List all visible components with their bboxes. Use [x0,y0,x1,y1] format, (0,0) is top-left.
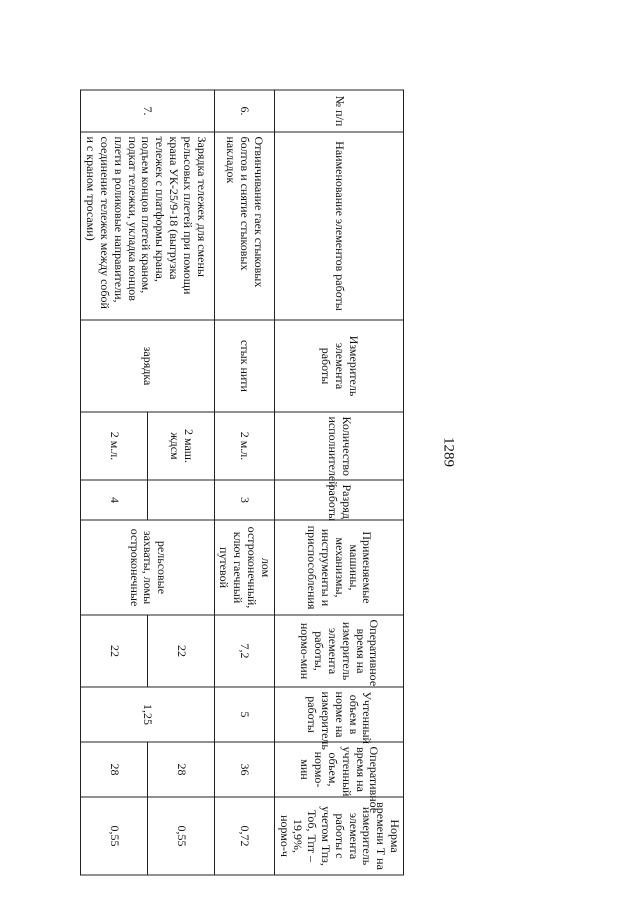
row7b-grade: 4 [81,480,148,520]
row7-volume: 1,25 [81,687,214,742]
header-meter: Измеритель элемента работы [274,320,403,412]
row7b-op-time-volume: 28 [81,742,148,797]
row6-workers: 2 м.л. [214,412,274,480]
header-volume: Учтенный объем в норме на измеритель работы [274,687,403,742]
table-row [214,90,274,875]
header-op-time-volume: Оперативное время на учтенный объем, нормо-мин [274,742,403,797]
row6-grade: 3 [214,480,274,520]
row6-meter: стык нити [214,320,274,412]
table-row [148,90,215,875]
row7a-grade [148,480,215,520]
row7a-op-time-volume: 28 [148,742,215,797]
header-op-time: Оперативное время на измеритель элемента работы, нормо-мин [274,615,403,687]
norm-table [80,90,404,876]
header-num: № п/п [274,90,403,132]
row7-num: 7. [81,90,214,132]
row6-op-time: 7,2 [214,615,274,687]
header-norm: Норма времени Т на измеритель элемента работы с учетом Тпз, Тоб, Тпт – 19,9%, нормо-ч [274,797,403,875]
row6-num: 6. [214,90,274,132]
header-name: Наименование элементов работы [274,132,403,320]
header-workers: Количество исполнителей [274,412,403,480]
row7-meter: зарядка [81,320,214,412]
header-grade: Разряд работы [274,480,403,520]
header-tools: Применяемые машины, механизмы, инструменты и приспособления [274,520,403,615]
row7b-op-time: 22 [81,615,148,687]
page-number: 1289 [440,437,457,467]
row6-name: Отвинчивание гаек стыковых болтов и снятие стыковых накладок [214,132,274,320]
header-row [274,90,403,875]
row7b-norm: 0,55 [81,797,148,875]
row7a-op-time: 22 [148,615,215,687]
row7-name: Зарядка тележек для смены рельсовых плетей при помощи крана УК-25/9-18 (выгрузка тележек с платформы крана, подъем концов плетей краном, подкат тележки, укладка концов плети в роликовые направители, соединение тележек между собой и с краном тросами) [81,132,214,320]
row6-volume: 5 [214,687,274,742]
row7a-workers: 2 маш. ждсм [148,412,215,480]
row7a-norm: 0,55 [148,797,215,875]
row6-tools: лом остроконечный, ключ гаечный путевой [214,520,274,615]
row7b-workers: 2 м.л. [81,412,148,480]
row6-norm: 0,72 [214,797,274,875]
row7-tools: рельсовые захваты, ломы остроконечные [81,520,214,615]
norm-table-container [84,90,404,870]
row6-op-time-volume: 36 [214,742,274,797]
